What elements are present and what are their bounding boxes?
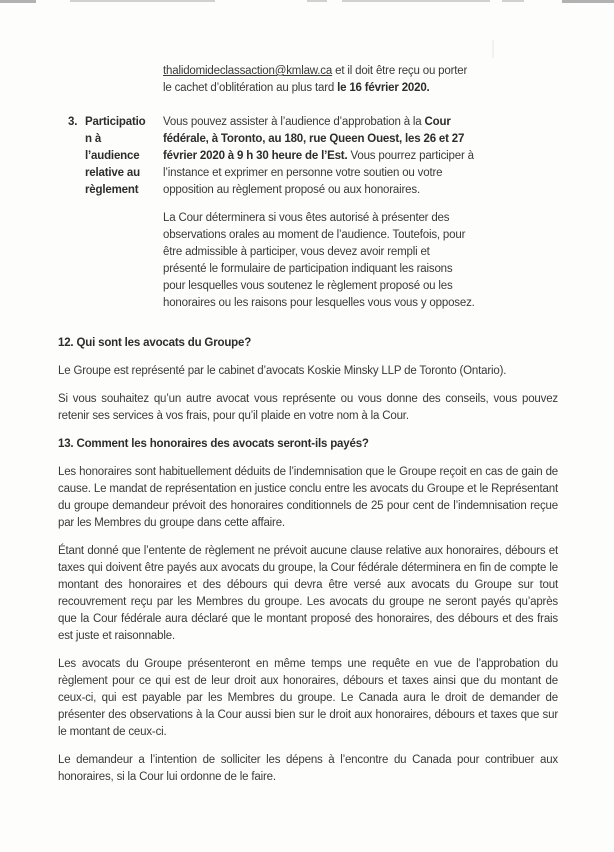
question-12-heading: 12. Qui sont les avocats du Groupe?	[58, 337, 252, 349]
text-segment: et il doit être reçu ou porter le cachet d’oblitération au plus tard	[163, 65, 468, 94]
text-segment: Vous pouvez assister à l’audience d’approbation à la	[163, 116, 425, 128]
scan-artifact-dash	[562, 0, 614, 3]
paragraph-court-determines-fees: Étant donné que l’entente de règlement ne prévoit aucune clause relative aux honoraires, débours et taxes qui doivent être payés aux avocats du groupe, la Cour fédérale déterminera en fin de compte le montant des honoraires et des débours qui devra être versé aux avocats du Groupe sur tout recouvrement reçu par les Membres du groupe. Les avocats du groupe ne seront payés qu’après que la Cour fédérale aura déclaré que le montant proposé des honoraires, des débours et des frais est juste et raisonnable.	[58, 545, 558, 642]
text-segment: Vous pourrez participer à l’instance et exprimer en personne votre soutien ou votre opposition au règlement proposé ou aux honoraires.	[163, 150, 474, 196]
item-label	[85, 114, 163, 323]
scan-artifact-smudge	[492, 40, 494, 58]
paragraph-lawyers-firm: Le Groupe est représenté par le cabinet d’avocats Koskie Minsky LLP de Toronto (Ontario).	[58, 365, 507, 377]
scan-artifact-dash	[307, 0, 327, 2]
text-segment: La Cour déterminera si vous êtes autorisé à présenter des observations orales au moment de l’audience. Toutefois, pour être admissible à participer, vous devez avoir rempli et présenté le formulaire de participation indiquant les raisons pour lesquelles vous soutenez le règlement proposé ou les honoraires ou les raisons pour lesquelles vous vous y opposez.	[163, 212, 475, 309]
scan-artifact-dash	[0, 0, 36, 3]
scan-artifact-dash	[342, 0, 490, 2]
label-line: règlement	[85, 184, 139, 196]
paragraph-participation-form	[163, 210, 475, 312]
paragraph-fee-approval-motion: Les avocats du Groupe présenteront en même temps une requête en vue de l’approbation du règlement pour ce qui est de leur droit aux honoraires, débours et taxes ainsi que du montant de ceux-ci, qui est payable par les Membres du groupe. Le Canada aura le droit de demander de présenter des observations à la Cour aussi bien sur le droit aux honoraires, débours et taxes que sur le montant de ceux-ci.	[58, 658, 558, 738]
mail-deadline-paragraph	[163, 63, 475, 97]
question-13-heading: 13. Comment les honoraires des avocats seront-ils payés?	[58, 438, 369, 450]
paragraph-contingency-fees: Les honoraires sont habituellement déduits de l’indemnisation que le Groupe reçoit en cas de gain de cause. Le mandat de représentation en justice conclu entre les avocats du Groupe et le Représentant du groupe demandeur prévoit des honoraires conditionnels de 25 pour cent de l’indemnisation reçue par les Membres du groupe dans cette affaire.	[58, 466, 558, 529]
list-item-3	[68, 114, 558, 323]
paragraph-costs-against-canada: Le demandeur a l’intention de solliciter les dépens à l’encontre du Canada pour contribuer aux honoraires, si la Cour lui ordonne de le faire.	[58, 754, 558, 783]
item-number: 3.	[68, 116, 78, 128]
email-link: thalidomideclassaction@kmlaw.ca	[163, 65, 333, 77]
item-body	[163, 114, 475, 323]
text-segment: Cour fédérale, à Toronto, au 180, rue Queen Ouest, les 26 et 27 février 2020 à 9 h 30 heure de l’Est.	[163, 116, 465, 162]
text-segment: le 16 février 2020.	[337, 82, 430, 94]
scan-artifact-dash	[70, 0, 215, 2]
label-line: Participatio	[85, 116, 146, 128]
scan-artifact-dash	[502, 0, 524, 2]
label-line: l’audience	[85, 150, 140, 162]
label-line: n à	[85, 133, 102, 145]
paragraph-hearing-info	[163, 114, 475, 199]
label-line: relative au	[85, 167, 140, 179]
paragraph-own-lawyer: Si vous souhaitez qu’un autre avocat vous représente ou vous donne des conseils, vous pouvez retenir ses services à vos frais, pour qu’il plaide en votre nom à la Cour.	[58, 393, 558, 422]
document-content	[58, 63, 558, 797]
